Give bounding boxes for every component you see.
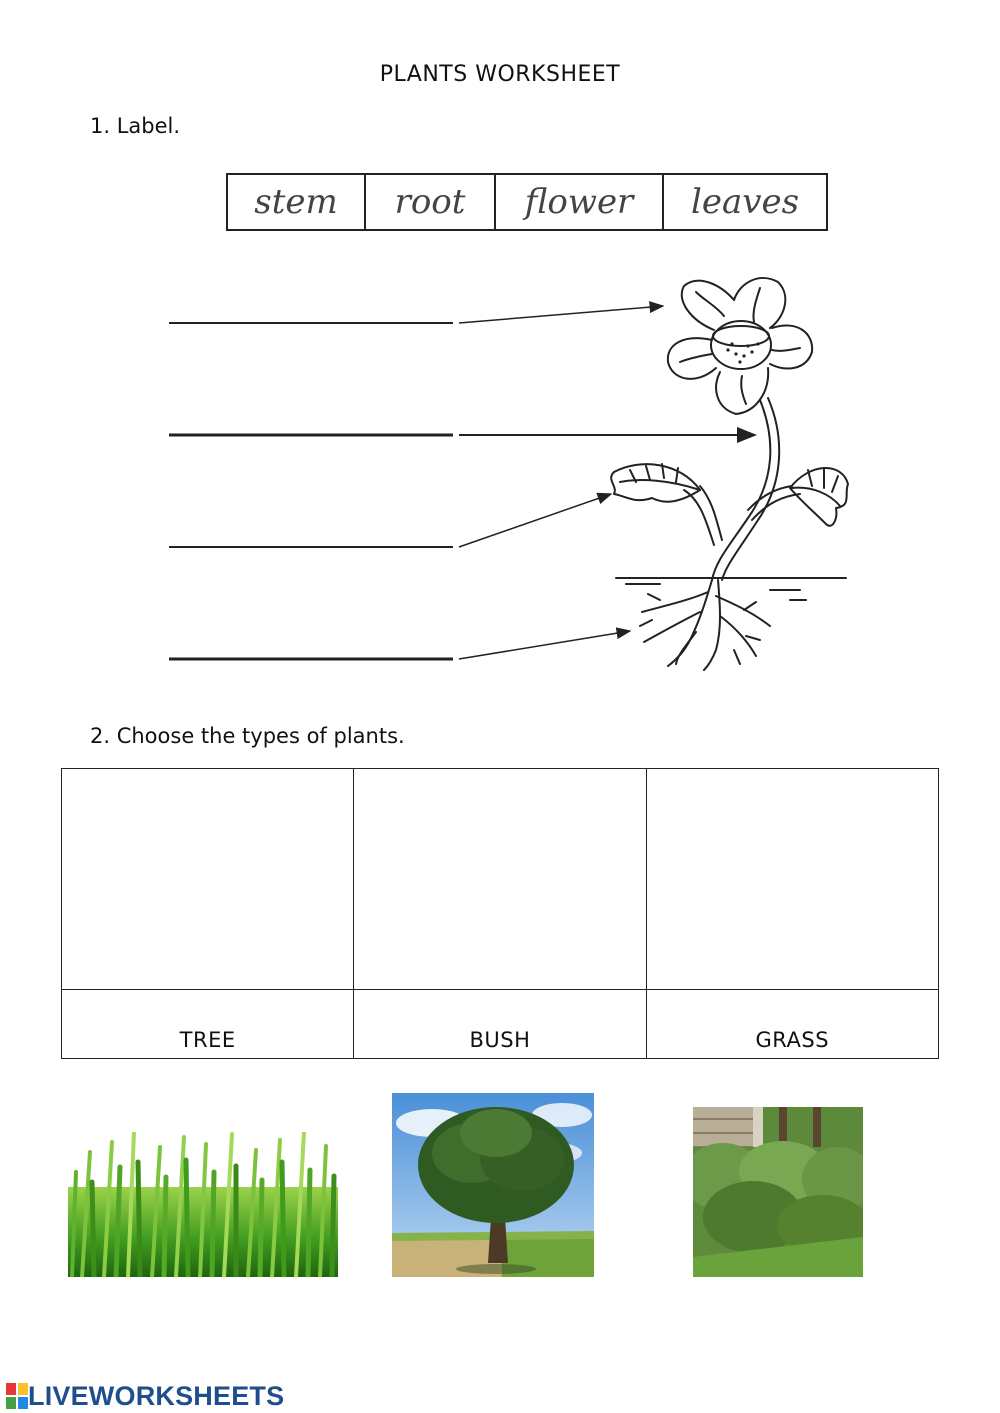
drop-zone-grass[interactable] — [646, 769, 938, 990]
arrow-root — [459, 631, 630, 659]
word-stem[interactable]: stem — [228, 175, 366, 229]
label-cell-tree — [62, 990, 354, 1059]
word-root[interactable]: root — [366, 175, 496, 229]
plant-diagram — [0, 260, 1000, 690]
label-cell-grass — [646, 990, 938, 1059]
question-2-heading: 2. Choose the types of plants. — [90, 724, 405, 748]
word-bank — [226, 173, 828, 231]
grass-photo[interactable] — [68, 1132, 338, 1277]
arrow-leaves — [459, 494, 611, 547]
word-flower[interactable]: flower — [496, 175, 664, 229]
brand-text: LIVEWORKSHEETS — [28, 1380, 285, 1411]
plant-types-table — [61, 768, 939, 1059]
question-1-heading: 1. Label. — [90, 114, 181, 138]
drop-zone-tree[interactable] — [62, 769, 354, 990]
drop-zone-bush[interactable] — [354, 769, 646, 990]
tree-photo[interactable] — [392, 1093, 594, 1277]
liveworksheets-logo-icon — [6, 1383, 28, 1409]
label-grass: GRASS — [755, 1028, 830, 1052]
arrow-flower — [459, 306, 663, 323]
word-leaves[interactable]: leaves — [690, 182, 800, 222]
label-tree: TREE — [179, 1028, 236, 1052]
page-title: PLANTS WORKSHEET — [379, 62, 621, 87]
label-cell-bush — [354, 990, 646, 1059]
plant-drawing — [611, 278, 848, 670]
brand-footer — [6, 1380, 284, 1412]
bush-photo[interactable] — [693, 1107, 863, 1277]
label-bush: BUSH — [469, 1028, 531, 1052]
